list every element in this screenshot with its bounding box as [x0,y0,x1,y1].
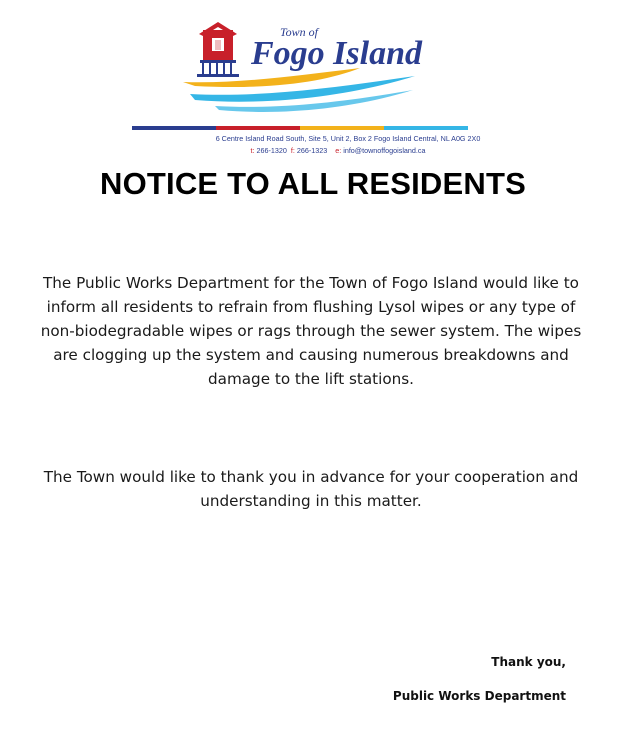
notice-paragraph-1: The Public Works Department for the Town of Fogo Island would like to inform all residents to refrain from flushing Lysol wipes or any type of non-biodegradable wipes or rags through the sewer system. The wipes are clogging up the system and causing numerous breakdowns and damage to the lift stations. [40,274,582,388]
phone-number: 266-1320 [256,146,287,155]
stage-icon [197,60,239,77]
notice-title: NOTICE TO ALL RESIDENTS [99,166,526,201]
email-link[interactable]: info@townoffogoisland.ca [343,146,426,155]
logo-town-of: Town of [280,25,318,39]
contact-line: t: 266-1320 f: 266-1323 e: info@townoffogoisland.ca [250,146,426,155]
fax-number: 266-1323 [296,146,328,155]
logo-name: Fogo Island [251,35,422,72]
letterhead [0,0,626,160]
address-line: 6 Centre Island Road South, Site 5, Unit 2, Box 2 Fogo Island Central, NL A0G 2X0 [215,134,481,143]
house-icon [199,22,237,60]
town-logo [175,20,455,120]
notice-paragraph-2: The Town would like to thank you in advance for your cooperation and understanding in this matter. [43,468,579,510]
color-rule [132,126,468,130]
closing-text: Thank you, [491,655,566,669]
signature-department: Public Works Department [392,689,566,703]
